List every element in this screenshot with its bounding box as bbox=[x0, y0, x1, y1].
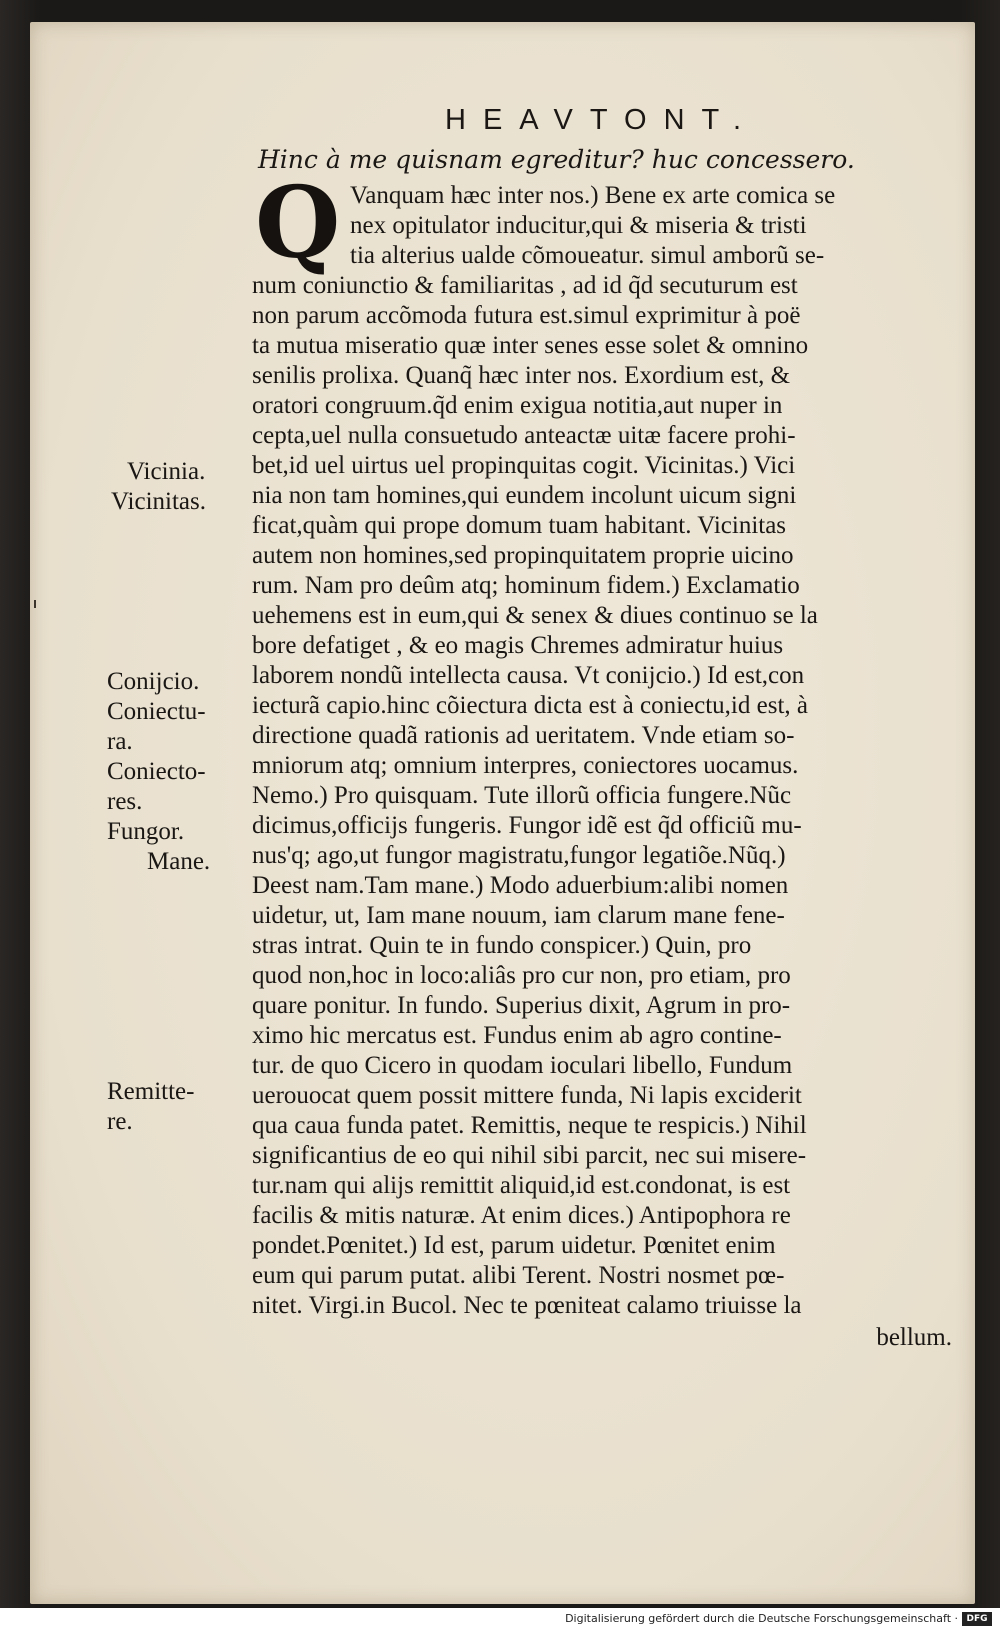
margin-note: re. bbox=[107, 1108, 133, 1135]
text-line: quod non,hoc in loco:aliâs pro cur non, pro etiam, pro bbox=[252, 962, 791, 989]
margin-note: Conijcio. bbox=[107, 668, 200, 695]
text-line: cepta,uel nulla consuetudo anteactæ uitæ facere prohi- bbox=[252, 422, 796, 449]
margin-note: Vicinia. bbox=[127, 458, 206, 485]
text-line: significantius de eo qui nihil sibi parcit, nec sui misere- bbox=[252, 1142, 807, 1169]
text-line: bet,id uel uirtus uel propinquitas cogit. Vicinitas.) Vici bbox=[252, 452, 796, 479]
text-line: pondet.Pœnitet.) Id est, parum uidetur. Pœnitet enim bbox=[252, 1232, 776, 1259]
text-line: laborem nondũ intellecta causa. Vt conijcio.) Id est,con bbox=[252, 662, 805, 689]
margin-note: Coniecto- bbox=[107, 758, 206, 785]
text-line: nex opitulator inducitur,qui & miseria & tristi bbox=[350, 212, 807, 239]
text-line-catchword: bellum. bbox=[876, 1324, 952, 1351]
text-line: nus'q; ago,ut fungor magistratu,fungor legatiõe.Nũq.) bbox=[252, 842, 786, 869]
text-line: eum qui parum putat. alibi Terent. Nostri nosmet pœ- bbox=[252, 1262, 785, 1289]
text-line: num coniunctio & familiaritas , ad id q̃d secuturum est bbox=[252, 272, 798, 299]
text-line: tur.nam qui alijs remittit aliquid,id est.condonat, is est bbox=[252, 1172, 791, 1199]
dfg-logo: DFG bbox=[962, 1612, 992, 1626]
text-line: rum. Nam pro deûm atq; hominum fidem.) Exclamatio bbox=[252, 572, 800, 599]
text-line: Vanquam hæc inter nos.) Bene ex arte comica se bbox=[350, 182, 836, 209]
verse-line: Hinc à me quisnam egreditur? huc concessero. bbox=[258, 145, 855, 174]
drop-cap: Q bbox=[255, 166, 341, 281]
text-line: ficat,quàm qui prope domum tuam habitant. Vicinitas bbox=[252, 512, 787, 539]
text-line: senilis prolixa. Quanq̃ hæc inter nos. Exordium est, & bbox=[252, 362, 791, 389]
text-line: qua caua funda patet. Remittis, neque te respicis.) Nihil bbox=[252, 1112, 807, 1139]
margin-note: Fungor. bbox=[107, 818, 185, 845]
text-line: tia alterius ualde cõmoueatur. simul amborũ se- bbox=[350, 242, 825, 269]
text-line: nia non tam homines,qui eundem incolunt uicum signi bbox=[252, 482, 797, 509]
margin-note: Coniectu- bbox=[107, 698, 206, 725]
text-line: directione quadã rationis ad ueritatem. Vnde etiam so- bbox=[252, 722, 795, 749]
text-line: quare ponitur. In fundo. Superius dixit, Agrum in pro- bbox=[252, 992, 791, 1019]
margin-note: Remitte- bbox=[107, 1078, 195, 1105]
text-line: tur. de quo Cicero in quodam ioculari libello, Fundum bbox=[252, 1052, 793, 1079]
text-line: uidetur, ut, Iam mane nouum, iam clarum mane fene- bbox=[252, 902, 785, 929]
text-line: mniorum atq; omnium interpres, coniectores uocamus. bbox=[252, 752, 799, 779]
text-line: facilis & mitis naturæ. At enim dices.) Antipophora re bbox=[252, 1202, 791, 1229]
text-line: stras intrat. Quin te in fundo conspicer.) Quin, pro bbox=[252, 932, 752, 959]
digitization-footer bbox=[0, 1608, 1000, 1631]
text-line: autem non homines,sed propinquitatem proprie uicino bbox=[252, 542, 794, 569]
margin-note: Vicinitas. bbox=[111, 488, 207, 515]
text-line: Deest nam.Tam mane.) Modo aduerbium:alibi nomen bbox=[252, 872, 789, 899]
text-line: non parum accõmoda futura est.simul exprimitur à poë bbox=[252, 302, 801, 329]
funding-credit: Digitalisierung gefördert durch die Deutsche Forschungsgemeinschaft · bbox=[565, 1612, 958, 1625]
text-line: oratori congruum.q̃d enim exigua notitia,aut nuper in bbox=[252, 392, 783, 419]
margin-note: Mane. bbox=[147, 848, 211, 875]
margin-note: ra. bbox=[107, 728, 133, 755]
text-line: uehemens est in eum,qui & senex & diues continuo se la bbox=[252, 602, 818, 629]
ink-speck bbox=[34, 600, 36, 608]
margin-note: res. bbox=[107, 788, 143, 815]
text-line: uerouocat quem possit mittere funda, Ni lapis exciderit bbox=[252, 1082, 802, 1109]
text-line: dicimus,officijs fungeris. Fungor idẽ est q̃d officiũ mu- bbox=[252, 812, 802, 839]
running-title: HEAVTONT. bbox=[445, 104, 759, 136]
text-line: nitet. Virgi.in Bucol. Nec te pœniteat calamo triuisse la bbox=[252, 1292, 802, 1319]
text-line: iecturã capio.hinc cõiectura dicta est à coniectu,id est, à bbox=[252, 692, 808, 719]
text-line: Nemo.) Pro quisquam. Tute illorũ officia fungere.Nũc bbox=[252, 782, 792, 809]
text-line: ximo hic mercatus est. Fundus enim ab agro contine- bbox=[252, 1022, 782, 1049]
text-line: ta mutua miseratio quæ inter senes esse solet & omnino bbox=[252, 332, 809, 359]
text-line: bore defatiget , & eo magis Chremes admiratur huius bbox=[252, 632, 784, 659]
